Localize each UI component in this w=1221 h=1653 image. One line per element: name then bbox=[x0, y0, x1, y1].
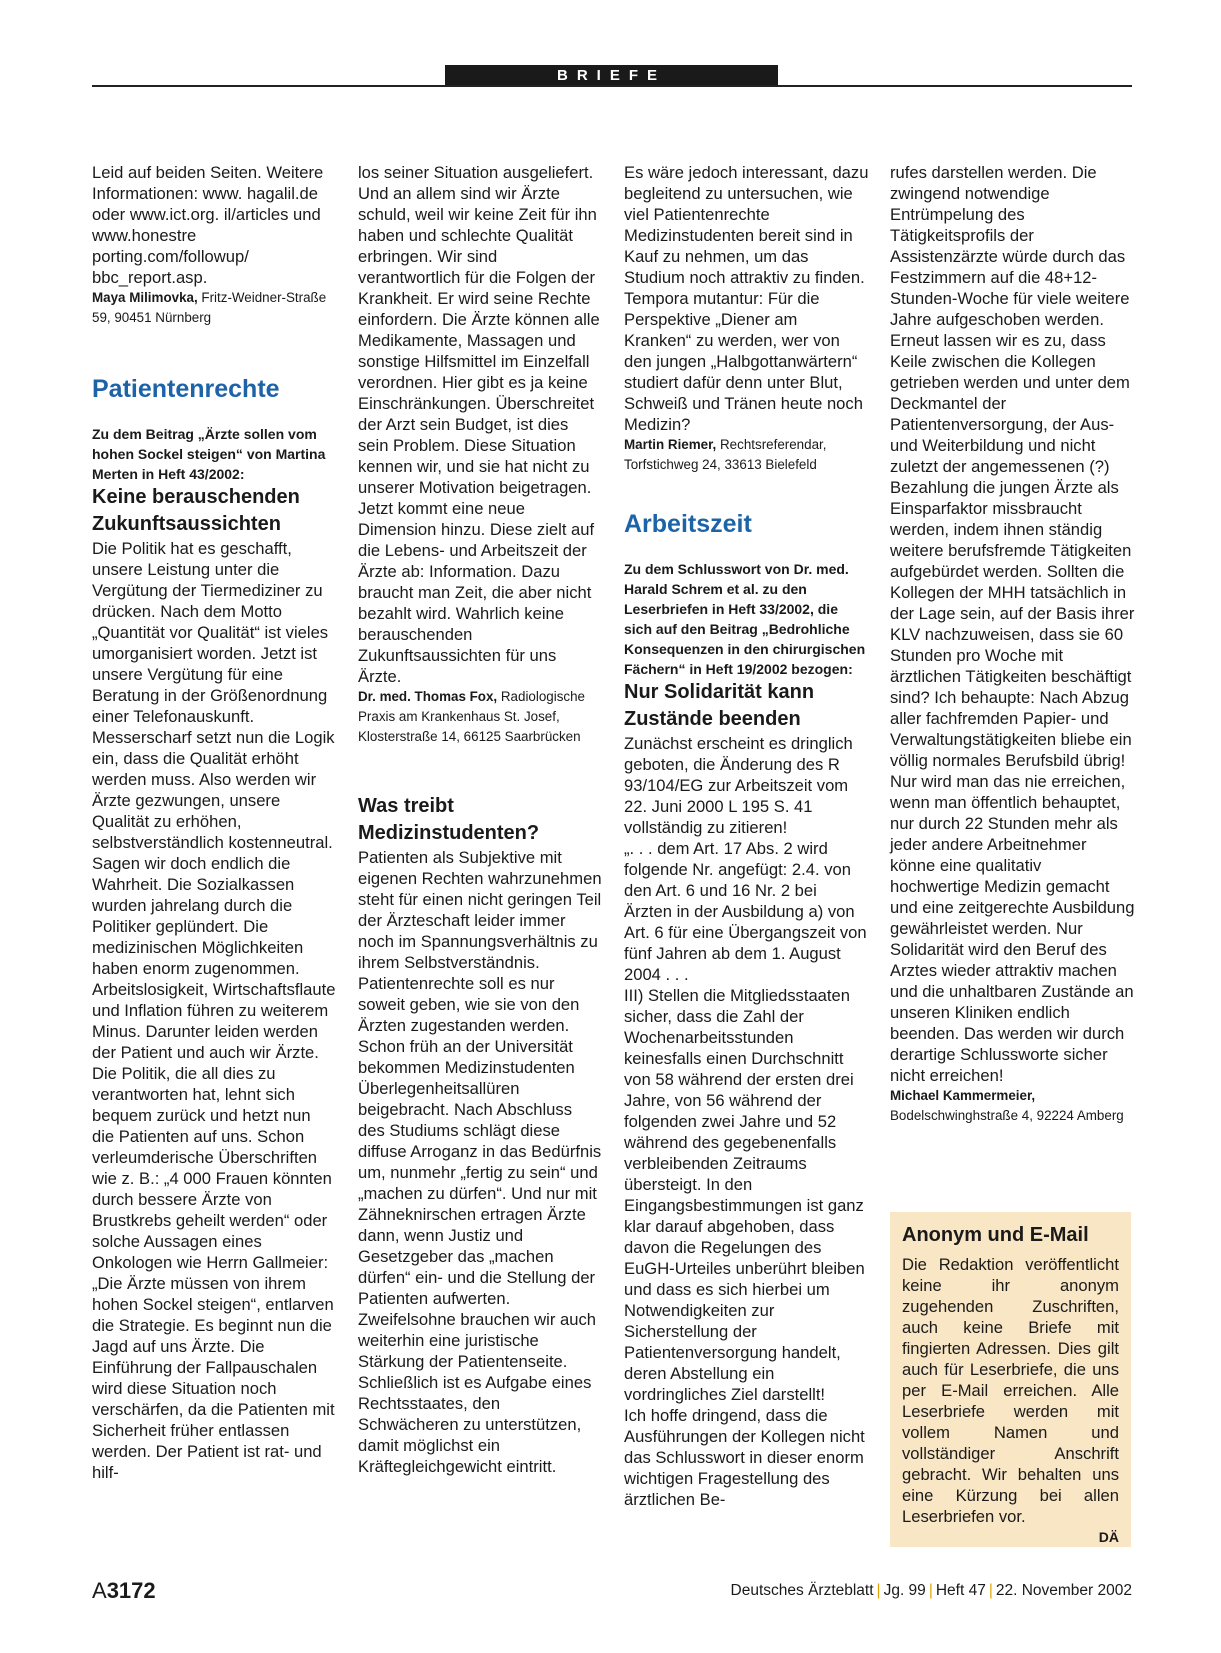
column-2 bbox=[358, 162, 603, 1477]
signature bbox=[890, 1086, 1135, 1126]
editorial-note-box bbox=[890, 1212, 1131, 1547]
separator: | bbox=[988, 1582, 993, 1599]
section-label: BRIEFE bbox=[445, 65, 778, 86]
signature bbox=[624, 435, 869, 475]
reference-line: Zu dem Schlusswort von Dr. med. Harald Schrem et al. zu den Leserbriefen in Heft 33/2002, die sich auf den Beitrag „Bedrohliche Konsequenzen in den chirurgischen Fächern“ in Heft 19/2002 bezogen: bbox=[624, 561, 866, 677]
page-number-value: 3172 bbox=[106, 1578, 156, 1603]
signature bbox=[358, 687, 603, 747]
date: 22. November 2002 bbox=[995, 1582, 1132, 1599]
signature-address: Radiologische Praxis am Krankenhaus St. Josef, Klosterstraße 14, 66125 Saarbrücken bbox=[358, 689, 586, 744]
box-title: Anonym und E-Mail bbox=[902, 1224, 1089, 1246]
letter-text: Leid auf beiden Seiten. Weitere Informationen: www. hagalil.de oder www.ict.org. il/articles und www.honestre porting.com/followup/ bbc_report.asp. bbox=[92, 163, 324, 287]
page-number bbox=[92, 1578, 156, 1604]
footer-meta bbox=[731, 1582, 1132, 1600]
box-text: Die Redaktion veröffentlicht keine ihr anonym zugehenden Zuschriften, auch keine Briefe mit fingierten Adressen. Dies gilt auch für Leserbriefe, die uns per E-Mail erreichen. Alle Leserbriefe werden mit vollem Namen und vollständiger Anschrift gebracht. Wir behalten uns eine Kürzung bei allen Leserbriefen vor. bbox=[902, 1255, 1119, 1526]
letter-headline: Keine berauschenden Zukunftsaussichten bbox=[92, 486, 300, 535]
journal-name: Deutsches Ärzteblatt bbox=[730, 1582, 874, 1599]
signature bbox=[92, 288, 337, 328]
separator: | bbox=[928, 1582, 933, 1599]
signature-name: Dr. med. Thomas Fox, bbox=[358, 689, 498, 704]
letter-text: Ich hoffe dringend, dass die Ausführungen der Kollegen nicht das Schlusswort in dieser enorm wichtigen Fragestellung des ärztlichen Be- bbox=[624, 1406, 865, 1509]
letter-text: Patienten als Subjektive mit eigenen Rechten wahrzunehmen steht für einen nicht geringen Teil der Ärzteschaft leider immer noch im Spannungsverhältnis zu ihrem Selbstverständnis. Patientenrechte soll es nur soweit geben, wie sie von den Ärzten zugestanden werden. Schon früh an der Universität bekommen Medizinstudenten Überlegenheitsallüren beigebracht. Nach Abschluss des Studiums schlägt diese diffuse Arroganz in das Bedürfnis um, nunmehr „fertig zu sein“ und „machen zu dürfen“. Und nur mit Zähneknirschen ertragen Ärzte dann, wenn Justiz und Gesetzgeber das „machen dürfen“ ein- und die Stellung der Patienten aufwerten. bbox=[358, 848, 602, 1308]
signature-address: Bodelschwinghstraße 4, 92224 Amberg bbox=[890, 1108, 1124, 1123]
signature-name: Martin Riemer, bbox=[624, 437, 717, 452]
letter-text: los seiner Situation ausgeliefert. Und an allem sind wir Ärzte schuld, weil wir keine Zeit für ihn haben und schlechte Qualität erbringen. Wir sind verantwortlich für die Folgen der Krankheit. Er wird seine Rechte einfordern. Die Ärzte können alle Medikamente, Massagen und sonstige Hilfsmittel im Einzelfall verordnen. Hier gibt es ja keine Einschränkungen. Überschreitet der Arzt sein Budget, ist dies sein Problem. Diese Situation kennen wir, und sie hat nicht zu unserer Motivation beigetragen. Jetzt kommt eine neue Dimension hinzu. Diese zielt auf die Lebens- und Arbeitszeit der Ärzte ab: Information. Dazu braucht man Zeit, die aber nicht bezahlt wird. Wahrlich keine berauschenden Zukunftsaussichten für uns Ärzte. bbox=[358, 163, 600, 686]
letter-text: III) Stellen die Mitgliedsstaaten sicher, dass die Zahl der Wochenarbeitsstunden keinesfalls einen Durchschnitt von 58 während der ersten drei Jahre, von 56 während der folgenden zwei Jahre und 52 während des gegebenenfalls verbleibenden Zeitraums übersteigt. In den Eingangsbestimmungen ist ganz klar darauf abgehoben, dass davon die Regelungen des EuGH-Urteiles unberührt bleiben und dass es sich hierbei um Notwendigkeiten zur Sicherstellung der Patientenversorgung handelt, deren Abstellung ein vordringliches Ziel darstellt! bbox=[624, 986, 865, 1404]
letter-text: Es wäre jedoch interessant, dazu begleitend zu untersuchen, wie viel Patientenrechte Medizinstudenten bereit sind in Kauf zu nehmen, um das Studium noch attraktiv zu finden. Tempora mutantur: Für die Perspektive „Diener am Kranken“ zu werden, wer von den jungen „Halbgottanwärtern“ studiert dafür denn unter Blut, Schweiß und Tränen heute noch Medizin? bbox=[624, 163, 869, 434]
letter-text: Die Politik hat es geschafft, unsere Leistung unter die Vergütung der Tiermediziner zu drücken. Nach dem Motto „Quantität vor Qualität“ ist vieles umorganisiert worden. Jetzt ist unsere Vergütung für eine Beratung in der Größenordnung einer Telefonauskunft. Messerscharf setzt nun die Logik ein, dass die Qualität erhöht werden muss. Also werden wir Ärzte gezwungen, unsere Qualität zu erhöhen, selbstverständlich kostenneutral. bbox=[92, 539, 335, 852]
letter-text: Zunächst erscheint es dringlich geboten, die Änderung des R 93/104/EG zur Arbeitszeit vom 22. Juni 2000 L 195 S. 41 vollständig zu zitieren! bbox=[624, 734, 853, 837]
reference-line: Zu dem Beitrag „Ärzte sollen vom hohen Sockel steigen“ von Martina Merten in Heft 43/2002: bbox=[92, 426, 326, 482]
letter-text: rufes darstellen werden. Die zwingend notwendige Entrümpelung des Tätigkeitsprofils der Assistenzärzte würde durch das Festzimmern auf die 48+12-Stunden-Woche für viele weitere Jahre aufgeschoben werden. Erneut lassen wir es zu, dass Keile zwischen die Kollegen getrieben werden und unter dem Deckmantel der Patientenversorgung, der Aus- und Weiterbildung und nicht zuletzt der angemessenen (?) Bezahlung die jungen Ärzte als Einsparfaktor missbraucht werden, indem ihnen ständig weitere berufsfremde Tätigkeiten aufgebürdet werden. Sollten die Kollegen der MHH tatsächlich in der Lage sein, auf der Basis ihrer KLV nachzuweisen, dass sie 60 Stunden pro Woche mit ärztlichen Tätigkeiten beschäftigt sind? Ich behaupte: Nach Abzug aller fachfremden Papier- und Verwaltungstätigkeiten bliebe ein völlig normales Berufsbild übrig! Nur wird man das nie erreichen, wenn man öffentlich behauptet, nur durch 22 Stunden mehr als jeder andere Arbeitnehmer könne eine qualitativ hochwertige Medizin gemacht und eine zeitgerechte Ausbildung gewährleistet werden. Nur Solidarität wird den Beruf des Arztes wieder attraktiv machen und die unhaltbaren Zustände an unseren Kliniken endlich beenden. Das werden wir durch derartige Schlussworte sicher nicht erreichen! bbox=[890, 163, 1135, 1085]
letter-text: „. . . dem Art. 17 Abs. 2 wird folgende Nr. angefügt: 2.4. von den Art. 6 und 16 Nr. 2 bei Ärzten in der Ausbildung a) von Art. 6 für eine Übergangszeit von fünf Jahren ab dem 1. August 2004 . . . bbox=[624, 839, 867, 984]
letter-headline: Nur Solidarität kann Zustände beenden bbox=[624, 681, 815, 730]
signature-name: Michael Kammermeier, bbox=[890, 1088, 1036, 1103]
column-3 bbox=[624, 162, 869, 1510]
column-4 bbox=[890, 162, 1135, 1126]
letter-text: Sagen wir doch endlich die Wahrheit. Die Sozialkassen wurden jahrelang durch die Politiker geplündert. Die medizinischen Möglichkeiten haben enorm zugenommen. Arbeitslosigkeit, Wirtschaftsflaute und Inflation führen zu weiterem Minus. Darunter leiden werden der Patient und auch wir Ärzte. Die Politik, die all dies zu verantworten hat, lehnt sich bequem zurück und hetzt nun die Patienten auf uns. Schon verleumderische Überschriften wie z. B.: „4 000 Frauen könnten durch bessere Ärzte von Brustkrebs geheilt werden“ oder solche Aussagen eines Onkologen wie Herrn Gallmeier: „Die Ärzte müssen von ihrem hohen Sockel steigen“, entlarven die Strategie. Es beginnt nun die Jagd auf uns Ärzte. Die Einführung der Fallpauschalen wird diese Situation noch verschärfen, da die Patienten mit Sicherheit früher entlassen werden. Der Patient ist rat- und hilf- bbox=[92, 854, 336, 1482]
letter-headline: Was treibt Medizinstudenten? bbox=[358, 795, 540, 844]
signature-address: Rechtsreferendar, Torfstichweg 24, 33613 Bielefeld bbox=[624, 437, 827, 472]
signature-name: Maya Milimovka, bbox=[92, 290, 198, 305]
box-signature: DÄ bbox=[1098, 1529, 1119, 1545]
column-1 bbox=[92, 162, 337, 1483]
header-rule bbox=[92, 85, 1132, 87]
separator: | bbox=[876, 1582, 881, 1599]
volume: Jg. 99 bbox=[883, 1582, 926, 1599]
issue: Heft 47 bbox=[935, 1582, 986, 1599]
signature-address: Fritz-Weidner-Straße 59, 90451 Nürnberg bbox=[92, 290, 327, 325]
letter-text: Zweifelsohne brauchen wir auch weiterhin eine juristische Stärkung der Patientenseite. Schließlich ist es Aufgabe eines Rechtsstaates, den Schwächeren zu unterstützen, damit möglichst ein Kräftegleichgewicht eintritt. bbox=[358, 1310, 596, 1476]
page-prefix: A bbox=[92, 1578, 107, 1603]
topic-heading: Patientenrechte bbox=[92, 375, 280, 403]
topic-heading: Arbeitszeit bbox=[624, 510, 752, 538]
